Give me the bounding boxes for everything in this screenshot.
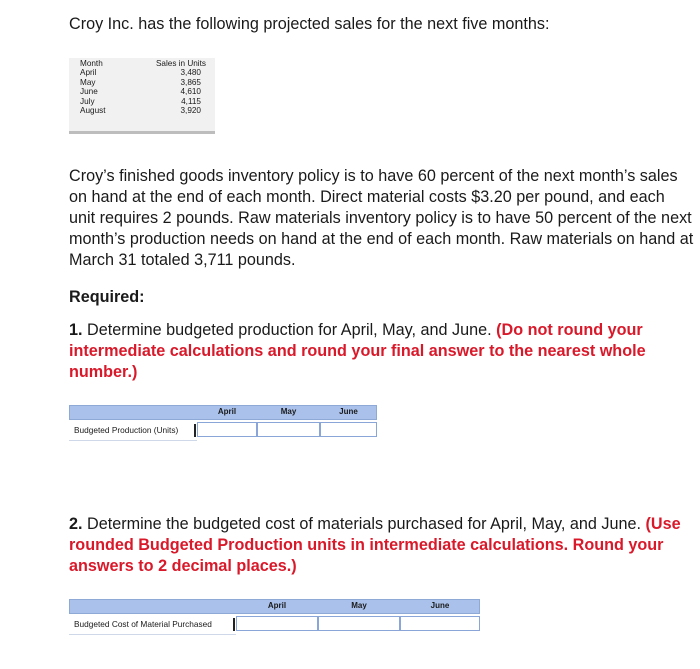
intro-text: Croy Inc. has the following projected sales for the next five months: bbox=[69, 15, 550, 33]
table-row bbox=[80, 68, 201, 78]
question-2 bbox=[69, 514, 691, 577]
month-header: Month bbox=[80, 59, 103, 68]
question-1-text: Determine budgeted production for April, May, and June. bbox=[82, 321, 497, 339]
units-cell: 3,865 bbox=[180, 77, 201, 87]
units-cell: 3,480 bbox=[180, 68, 201, 77]
column-header-may: May bbox=[351, 601, 367, 610]
material-cost-june-input[interactable] bbox=[400, 616, 480, 631]
month-cell: August bbox=[80, 106, 106, 115]
month-cell: July bbox=[80, 96, 95, 106]
column-header-may: May bbox=[280, 407, 297, 416]
row-divider bbox=[69, 440, 197, 441]
cursor-marker bbox=[233, 618, 235, 631]
table-row bbox=[80, 106, 201, 116]
column-header-june: June bbox=[339, 407, 358, 416]
material-cost-may-input[interactable] bbox=[318, 616, 400, 631]
sales-table bbox=[69, 58, 215, 134]
question-2-note: (Use rounded Budgeted Production units in intermediate calculations. Round your answers to 2 decimal places.) bbox=[69, 515, 681, 575]
table-row bbox=[80, 78, 201, 88]
question-1 bbox=[69, 320, 691, 383]
units-cell: 3,920 bbox=[180, 106, 201, 115]
units-header: Sales in Units bbox=[155, 59, 206, 68]
required-heading: Required: bbox=[69, 288, 145, 306]
column-header-april: April bbox=[217, 407, 237, 416]
budgeted-production-june-input[interactable] bbox=[320, 422, 377, 437]
cursor-marker bbox=[194, 424, 196, 437]
units-cell: 4,610 bbox=[180, 87, 201, 96]
budgeted-production-may-input[interactable] bbox=[257, 422, 320, 437]
material-cost-april-input[interactable] bbox=[236, 616, 318, 631]
question-2-text: Determine the budgeted cost of materials purchased for April, May, and June. bbox=[82, 515, 646, 533]
month-cell: May bbox=[80, 77, 96, 87]
column-header-april: April bbox=[267, 601, 287, 610]
row-label: Budgeted Production (Units) bbox=[74, 425, 179, 435]
month-cell: June bbox=[80, 87, 98, 96]
material-cost-table bbox=[69, 599, 480, 635]
month-cell: April bbox=[80, 68, 97, 77]
table-bottom-rule bbox=[69, 131, 215, 134]
budgeted-production-table bbox=[69, 405, 377, 441]
row-label: Budgeted Cost of Material Purchased bbox=[74, 619, 212, 629]
question-2-number: 2. bbox=[69, 515, 83, 533]
table-row bbox=[80, 97, 201, 107]
question-1-note: (Do not round your intermediate calculations and round your final answer to the nearest whole number.) bbox=[69, 321, 646, 381]
sales-table-header bbox=[80, 59, 211, 68]
table-row bbox=[80, 87, 201, 97]
question-1-number: 1. bbox=[69, 321, 83, 339]
policy-text: Croy’s finished goods inventory policy is to have 60 percent of the next month’s sales on hand at the end of each month. Direct material costs $3.20 per pound, and each unit requires 2 pounds. Raw materials inventory policy is to have 50 percent of the next month’s production needs on hand at the end of each month. Raw materials on hand at March 31 totaled 3,711 pounds. bbox=[69, 167, 694, 269]
column-header-june: June bbox=[430, 601, 450, 610]
budgeted-production-april-input[interactable] bbox=[197, 422, 257, 437]
row-divider bbox=[69, 634, 236, 635]
units-cell: 4,115 bbox=[181, 96, 201, 106]
